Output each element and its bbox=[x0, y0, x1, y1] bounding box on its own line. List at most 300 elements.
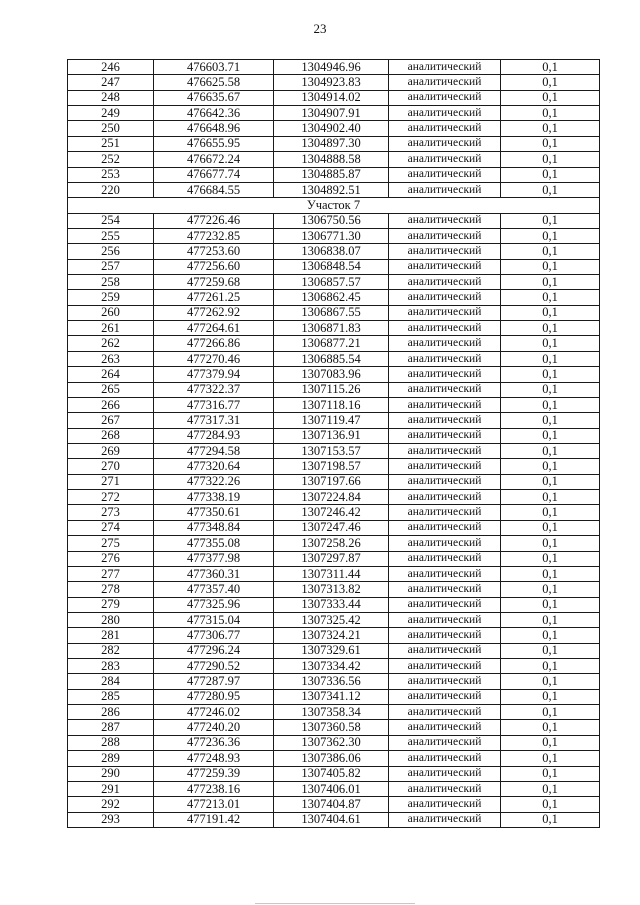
x-coordinate-cell: 477236.36 bbox=[154, 735, 274, 750]
accuracy-cell: 0,1 bbox=[501, 474, 600, 489]
y-coordinate-cell: 1306862.45 bbox=[274, 290, 389, 305]
accuracy-cell: 0,1 bbox=[501, 413, 600, 428]
accuracy-cell: 0,1 bbox=[501, 582, 600, 597]
method-cell: аналитический bbox=[389, 659, 501, 674]
method-cell: аналитический bbox=[389, 536, 501, 551]
x-coordinate-cell: 477350.61 bbox=[154, 505, 274, 520]
point-number-cell: 257 bbox=[68, 259, 154, 274]
point-number-cell: 262 bbox=[68, 336, 154, 351]
method-cell: аналитический bbox=[389, 720, 501, 735]
table-row bbox=[68, 167, 600, 182]
method-cell: аналитический bbox=[389, 60, 501, 75]
x-coordinate-cell: 477284.93 bbox=[154, 428, 274, 443]
table-row bbox=[68, 382, 600, 397]
accuracy-cell: 0,1 bbox=[501, 428, 600, 443]
coordinates-table-body-bottom bbox=[68, 213, 600, 827]
accuracy-cell: 0,1 bbox=[501, 351, 600, 366]
method-cell: аналитический bbox=[389, 597, 501, 612]
method-cell: аналитический bbox=[389, 505, 501, 520]
table-row bbox=[68, 735, 600, 750]
accuracy-cell: 0,1 bbox=[501, 336, 600, 351]
x-coordinate-cell: 476635.67 bbox=[154, 90, 274, 105]
y-coordinate-cell: 1306885.54 bbox=[274, 351, 389, 366]
table-row bbox=[68, 689, 600, 704]
method-cell: аналитический bbox=[389, 121, 501, 136]
y-coordinate-cell: 1306771.30 bbox=[274, 228, 389, 243]
table-row bbox=[68, 536, 600, 551]
table-row bbox=[68, 490, 600, 505]
point-number-cell: 289 bbox=[68, 751, 154, 766]
method-cell: аналитический bbox=[389, 520, 501, 535]
method-cell: аналитический bbox=[389, 90, 501, 105]
point-number-cell: 290 bbox=[68, 766, 154, 781]
method-cell: аналитический bbox=[389, 75, 501, 90]
x-coordinate-cell: 477226.46 bbox=[154, 213, 274, 228]
y-coordinate-cell: 1306838.07 bbox=[274, 244, 389, 259]
accuracy-cell: 0,1 bbox=[501, 367, 600, 382]
y-coordinate-cell: 1304902.40 bbox=[274, 121, 389, 136]
y-coordinate-cell: 1307341.12 bbox=[274, 689, 389, 704]
x-coordinate-cell: 476655.95 bbox=[154, 136, 274, 151]
table-row bbox=[68, 305, 600, 320]
point-number-cell: 263 bbox=[68, 351, 154, 366]
y-coordinate-cell: 1307360.58 bbox=[274, 720, 389, 735]
y-coordinate-cell: 1307358.34 bbox=[274, 705, 389, 720]
accuracy-cell: 0,1 bbox=[501, 659, 600, 674]
method-cell: аналитический bbox=[389, 781, 501, 796]
x-coordinate-cell: 477266.86 bbox=[154, 336, 274, 351]
point-number-cell: 250 bbox=[68, 121, 154, 136]
table-row bbox=[68, 505, 600, 520]
method-cell: аналитический bbox=[389, 797, 501, 812]
table-row bbox=[68, 321, 600, 336]
accuracy-cell: 0,1 bbox=[501, 290, 600, 305]
x-coordinate-cell: 477191.42 bbox=[154, 812, 274, 827]
table-row bbox=[68, 244, 600, 259]
point-number-cell: 291 bbox=[68, 781, 154, 796]
accuracy-cell: 0,1 bbox=[501, 812, 600, 827]
accuracy-cell: 0,1 bbox=[501, 597, 600, 612]
x-coordinate-cell: 477238.16 bbox=[154, 781, 274, 796]
table-row bbox=[68, 797, 600, 812]
y-coordinate-cell: 1304946.96 bbox=[274, 60, 389, 75]
x-coordinate-cell: 476672.24 bbox=[154, 152, 274, 167]
accuracy-cell: 0,1 bbox=[501, 182, 600, 197]
table-row bbox=[68, 705, 600, 720]
y-coordinate-cell: 1307297.87 bbox=[274, 551, 389, 566]
scan-artifact-line bbox=[255, 903, 415, 904]
point-number-cell: 272 bbox=[68, 490, 154, 505]
point-number-cell: 275 bbox=[68, 536, 154, 551]
point-number-cell: 279 bbox=[68, 597, 154, 612]
table-row bbox=[68, 781, 600, 796]
accuracy-cell: 0,1 bbox=[501, 75, 600, 90]
y-coordinate-cell: 1304885.87 bbox=[274, 167, 389, 182]
coordinates-table-body-top bbox=[68, 60, 600, 198]
table-row bbox=[68, 351, 600, 366]
table-row bbox=[68, 582, 600, 597]
accuracy-cell: 0,1 bbox=[501, 720, 600, 735]
accuracy-cell: 0,1 bbox=[501, 459, 600, 474]
x-coordinate-cell: 477377.98 bbox=[154, 551, 274, 566]
table-row bbox=[68, 336, 600, 351]
y-coordinate-cell: 1307386.06 bbox=[274, 751, 389, 766]
point-number-cell: 251 bbox=[68, 136, 154, 151]
accuracy-cell: 0,1 bbox=[501, 797, 600, 812]
method-cell: аналитический bbox=[389, 612, 501, 627]
method-cell: аналитический bbox=[389, 459, 501, 474]
table-row bbox=[68, 766, 600, 781]
accuracy-cell: 0,1 bbox=[501, 60, 600, 75]
point-number-cell: 269 bbox=[68, 443, 154, 458]
accuracy-cell: 0,1 bbox=[501, 536, 600, 551]
point-number-cell: 276 bbox=[68, 551, 154, 566]
x-coordinate-cell: 477322.26 bbox=[154, 474, 274, 489]
point-number-cell: 220 bbox=[68, 182, 154, 197]
x-coordinate-cell: 477259.39 bbox=[154, 766, 274, 781]
point-number-cell: 270 bbox=[68, 459, 154, 474]
accuracy-cell: 0,1 bbox=[501, 167, 600, 182]
y-coordinate-cell: 1304907.91 bbox=[274, 106, 389, 121]
method-cell: аналитический bbox=[389, 474, 501, 489]
x-coordinate-cell: 476684.55 bbox=[154, 182, 274, 197]
x-coordinate-cell: 477348.84 bbox=[154, 520, 274, 535]
point-number-cell: 267 bbox=[68, 413, 154, 428]
y-coordinate-cell: 1304888.58 bbox=[274, 152, 389, 167]
accuracy-cell: 0,1 bbox=[501, 520, 600, 535]
method-cell: аналитический bbox=[389, 321, 501, 336]
method-cell: аналитический bbox=[389, 643, 501, 658]
accuracy-cell: 0,1 bbox=[501, 259, 600, 274]
accuracy-cell: 0,1 bbox=[501, 275, 600, 290]
point-number-cell: 273 bbox=[68, 505, 154, 520]
method-cell: аналитический bbox=[389, 443, 501, 458]
point-number-cell: 248 bbox=[68, 90, 154, 105]
y-coordinate-cell: 1307258.26 bbox=[274, 536, 389, 551]
y-coordinate-cell: 1307247.46 bbox=[274, 520, 389, 535]
table-row bbox=[68, 720, 600, 735]
accuracy-cell: 0,1 bbox=[501, 121, 600, 136]
point-number-cell: 254 bbox=[68, 213, 154, 228]
y-coordinate-cell: 1306750.56 bbox=[274, 213, 389, 228]
method-cell: аналитический bbox=[389, 566, 501, 581]
section-row bbox=[68, 198, 600, 213]
coordinates-table bbox=[67, 59, 600, 828]
method-cell: аналитический bbox=[389, 106, 501, 121]
method-cell: аналитический bbox=[389, 382, 501, 397]
y-coordinate-cell: 1307246.42 bbox=[274, 505, 389, 520]
y-coordinate-cell: 1307325.42 bbox=[274, 612, 389, 627]
point-number-cell: 249 bbox=[68, 106, 154, 121]
table-row bbox=[68, 428, 600, 443]
y-coordinate-cell: 1307404.87 bbox=[274, 797, 389, 812]
method-cell: аналитический bbox=[389, 735, 501, 750]
method-cell: аналитический bbox=[389, 751, 501, 766]
table-row bbox=[68, 367, 600, 382]
table-row bbox=[68, 612, 600, 627]
x-coordinate-cell: 477256.60 bbox=[154, 259, 274, 274]
y-coordinate-cell: 1307405.82 bbox=[274, 766, 389, 781]
y-coordinate-cell: 1304892.51 bbox=[274, 182, 389, 197]
x-coordinate-cell: 477253.60 bbox=[154, 244, 274, 259]
table-row bbox=[68, 152, 600, 167]
table-row bbox=[68, 551, 600, 566]
y-coordinate-cell: 1307324.21 bbox=[274, 628, 389, 643]
accuracy-cell: 0,1 bbox=[501, 244, 600, 259]
accuracy-cell: 0,1 bbox=[501, 674, 600, 689]
y-coordinate-cell: 1307311.44 bbox=[274, 566, 389, 581]
accuracy-cell: 0,1 bbox=[501, 643, 600, 658]
table-row bbox=[68, 60, 600, 75]
point-number-cell: 256 bbox=[68, 244, 154, 259]
x-coordinate-cell: 476642.36 bbox=[154, 106, 274, 121]
method-cell: аналитический bbox=[389, 305, 501, 320]
y-coordinate-cell: 1307153.57 bbox=[274, 443, 389, 458]
y-coordinate-cell: 1307334.42 bbox=[274, 659, 389, 674]
point-number-cell: 277 bbox=[68, 566, 154, 581]
point-number-cell: 252 bbox=[68, 152, 154, 167]
table-row bbox=[68, 751, 600, 766]
section-label: Участок 7 bbox=[68, 198, 600, 213]
point-number-cell: 292 bbox=[68, 797, 154, 812]
y-coordinate-cell: 1307083.96 bbox=[274, 367, 389, 382]
point-number-cell: 259 bbox=[68, 290, 154, 305]
method-cell: аналитический bbox=[389, 228, 501, 243]
y-coordinate-cell: 1307329.61 bbox=[274, 643, 389, 658]
x-coordinate-cell: 477240.20 bbox=[154, 720, 274, 735]
method-cell: аналитический bbox=[389, 413, 501, 428]
method-cell: аналитический bbox=[389, 367, 501, 382]
table-row bbox=[68, 566, 600, 581]
y-coordinate-cell: 1307119.47 bbox=[274, 413, 389, 428]
point-number-cell: 253 bbox=[68, 167, 154, 182]
y-coordinate-cell: 1306848.54 bbox=[274, 259, 389, 274]
x-coordinate-cell: 476603.71 bbox=[154, 60, 274, 75]
table-row bbox=[68, 397, 600, 412]
method-cell: аналитический bbox=[389, 336, 501, 351]
method-cell: аналитический bbox=[389, 812, 501, 827]
table-row bbox=[68, 628, 600, 643]
accuracy-cell: 0,1 bbox=[501, 228, 600, 243]
accuracy-cell: 0,1 bbox=[501, 106, 600, 121]
point-number-cell: 285 bbox=[68, 689, 154, 704]
y-coordinate-cell: 1307198.57 bbox=[274, 459, 389, 474]
y-coordinate-cell: 1307224.84 bbox=[274, 490, 389, 505]
accuracy-cell: 0,1 bbox=[501, 628, 600, 643]
point-number-cell: 282 bbox=[68, 643, 154, 658]
table-row bbox=[68, 213, 600, 228]
y-coordinate-cell: 1306867.55 bbox=[274, 305, 389, 320]
x-coordinate-cell: 477213.01 bbox=[154, 797, 274, 812]
x-coordinate-cell: 477322.37 bbox=[154, 382, 274, 397]
x-coordinate-cell: 477379.94 bbox=[154, 367, 274, 382]
x-coordinate-cell: 477315.04 bbox=[154, 612, 274, 627]
table-row bbox=[68, 520, 600, 535]
method-cell: аналитический bbox=[389, 244, 501, 259]
accuracy-cell: 0,1 bbox=[501, 705, 600, 720]
x-coordinate-cell: 477355.08 bbox=[154, 536, 274, 551]
accuracy-cell: 0,1 bbox=[501, 566, 600, 581]
x-coordinate-cell: 477261.25 bbox=[154, 290, 274, 305]
x-coordinate-cell: 476625.58 bbox=[154, 75, 274, 90]
x-coordinate-cell: 477320.64 bbox=[154, 459, 274, 474]
point-number-cell: 286 bbox=[68, 705, 154, 720]
accuracy-cell: 0,1 bbox=[501, 443, 600, 458]
accuracy-cell: 0,1 bbox=[501, 505, 600, 520]
y-coordinate-cell: 1304897.30 bbox=[274, 136, 389, 151]
table-row bbox=[68, 228, 600, 243]
method-cell: аналитический bbox=[389, 152, 501, 167]
table-row bbox=[68, 597, 600, 612]
point-number-cell: 255 bbox=[68, 228, 154, 243]
accuracy-cell: 0,1 bbox=[501, 305, 600, 320]
point-number-cell: 288 bbox=[68, 735, 154, 750]
accuracy-cell: 0,1 bbox=[501, 397, 600, 412]
table-row bbox=[68, 259, 600, 274]
table-row bbox=[68, 290, 600, 305]
x-coordinate-cell: 476648.96 bbox=[154, 121, 274, 136]
table-row bbox=[68, 812, 600, 827]
table-row bbox=[68, 121, 600, 136]
accuracy-cell: 0,1 bbox=[501, 490, 600, 505]
method-cell: аналитический bbox=[389, 275, 501, 290]
x-coordinate-cell: 477360.31 bbox=[154, 566, 274, 581]
x-coordinate-cell: 477294.58 bbox=[154, 443, 274, 458]
page-number: 23 bbox=[313, 21, 327, 36]
accuracy-cell: 0,1 bbox=[501, 551, 600, 566]
y-coordinate-cell: 1304914.02 bbox=[274, 90, 389, 105]
accuracy-cell: 0,1 bbox=[501, 213, 600, 228]
method-cell: аналитический bbox=[389, 428, 501, 443]
table-row bbox=[68, 413, 600, 428]
x-coordinate-cell: 477287.97 bbox=[154, 674, 274, 689]
point-number-cell: 283 bbox=[68, 659, 154, 674]
x-coordinate-cell: 476677.74 bbox=[154, 167, 274, 182]
accuracy-cell: 0,1 bbox=[501, 735, 600, 750]
table-row bbox=[68, 182, 600, 197]
y-coordinate-cell: 1306871.83 bbox=[274, 321, 389, 336]
point-number-cell: 247 bbox=[68, 75, 154, 90]
x-coordinate-cell: 477296.24 bbox=[154, 643, 274, 658]
method-cell: аналитический bbox=[389, 397, 501, 412]
x-coordinate-cell: 477325.96 bbox=[154, 597, 274, 612]
point-number-cell: 278 bbox=[68, 582, 154, 597]
method-cell: аналитический bbox=[389, 705, 501, 720]
y-coordinate-cell: 1307333.44 bbox=[274, 597, 389, 612]
point-number-cell: 287 bbox=[68, 720, 154, 735]
point-number-cell: 274 bbox=[68, 520, 154, 535]
y-coordinate-cell: 1307362.30 bbox=[274, 735, 389, 750]
method-cell: аналитический bbox=[389, 290, 501, 305]
x-coordinate-cell: 477262.92 bbox=[154, 305, 274, 320]
point-number-cell: 265 bbox=[68, 382, 154, 397]
y-coordinate-cell: 1307336.56 bbox=[274, 674, 389, 689]
accuracy-cell: 0,1 bbox=[501, 382, 600, 397]
y-coordinate-cell: 1307313.82 bbox=[274, 582, 389, 597]
point-number-cell: 271 bbox=[68, 474, 154, 489]
accuracy-cell: 0,1 bbox=[501, 612, 600, 627]
x-coordinate-cell: 477270.46 bbox=[154, 351, 274, 366]
table-row bbox=[68, 136, 600, 151]
y-coordinate-cell: 1307118.16 bbox=[274, 397, 389, 412]
x-coordinate-cell: 477232.85 bbox=[154, 228, 274, 243]
point-number-cell: 246 bbox=[68, 60, 154, 75]
x-coordinate-cell: 477338.19 bbox=[154, 490, 274, 505]
point-number-cell: 293 bbox=[68, 812, 154, 827]
accuracy-cell: 0,1 bbox=[501, 152, 600, 167]
accuracy-cell: 0,1 bbox=[501, 766, 600, 781]
table-row bbox=[68, 90, 600, 105]
y-coordinate-cell: 1307406.01 bbox=[274, 781, 389, 796]
x-coordinate-cell: 477317.31 bbox=[154, 413, 274, 428]
x-coordinate-cell: 477246.02 bbox=[154, 705, 274, 720]
x-coordinate-cell: 477357.40 bbox=[154, 582, 274, 597]
method-cell: аналитический bbox=[389, 582, 501, 597]
x-coordinate-cell: 477280.95 bbox=[154, 689, 274, 704]
accuracy-cell: 0,1 bbox=[501, 751, 600, 766]
point-number-cell: 261 bbox=[68, 321, 154, 336]
accuracy-cell: 0,1 bbox=[501, 689, 600, 704]
table-row bbox=[68, 275, 600, 290]
accuracy-cell: 0,1 bbox=[501, 90, 600, 105]
point-number-cell: 266 bbox=[68, 397, 154, 412]
method-cell: аналитический bbox=[389, 766, 501, 781]
y-coordinate-cell: 1304923.83 bbox=[274, 75, 389, 90]
method-cell: аналитический bbox=[389, 551, 501, 566]
y-coordinate-cell: 1307197.66 bbox=[274, 474, 389, 489]
method-cell: аналитический bbox=[389, 182, 501, 197]
point-number-cell: 284 bbox=[68, 674, 154, 689]
method-cell: аналитический bbox=[389, 167, 501, 182]
point-number-cell: 258 bbox=[68, 275, 154, 290]
point-number-cell: 268 bbox=[68, 428, 154, 443]
x-coordinate-cell: 477306.77 bbox=[154, 628, 274, 643]
y-coordinate-cell: 1307136.91 bbox=[274, 428, 389, 443]
point-number-cell: 281 bbox=[68, 628, 154, 643]
y-coordinate-cell: 1307115.26 bbox=[274, 382, 389, 397]
x-coordinate-cell: 477316.77 bbox=[154, 397, 274, 412]
y-coordinate-cell: 1306857.57 bbox=[274, 275, 389, 290]
method-cell: аналитический bbox=[389, 628, 501, 643]
y-coordinate-cell: 1306877.21 bbox=[274, 336, 389, 351]
table-row bbox=[68, 106, 600, 121]
y-coordinate-cell: 1307404.61 bbox=[274, 812, 389, 827]
method-cell: аналитический bbox=[389, 213, 501, 228]
point-number-cell: 264 bbox=[68, 367, 154, 382]
x-coordinate-cell: 477264.61 bbox=[154, 321, 274, 336]
method-cell: аналитический bbox=[389, 259, 501, 274]
table-row bbox=[68, 75, 600, 90]
table-row bbox=[68, 674, 600, 689]
accuracy-cell: 0,1 bbox=[501, 781, 600, 796]
point-number-cell: 260 bbox=[68, 305, 154, 320]
x-coordinate-cell: 477259.68 bbox=[154, 275, 274, 290]
table-row bbox=[68, 659, 600, 674]
table-row bbox=[68, 474, 600, 489]
point-number-cell: 280 bbox=[68, 612, 154, 627]
table-row bbox=[68, 459, 600, 474]
table-row bbox=[68, 443, 600, 458]
section-row-group bbox=[68, 198, 600, 213]
method-cell: аналитический bbox=[389, 490, 501, 505]
x-coordinate-cell: 477248.93 bbox=[154, 751, 274, 766]
method-cell: аналитический bbox=[389, 674, 501, 689]
method-cell: аналитический bbox=[389, 136, 501, 151]
method-cell: аналитический bbox=[389, 351, 501, 366]
table-row bbox=[68, 643, 600, 658]
accuracy-cell: 0,1 bbox=[501, 136, 600, 151]
accuracy-cell: 0,1 bbox=[501, 321, 600, 336]
